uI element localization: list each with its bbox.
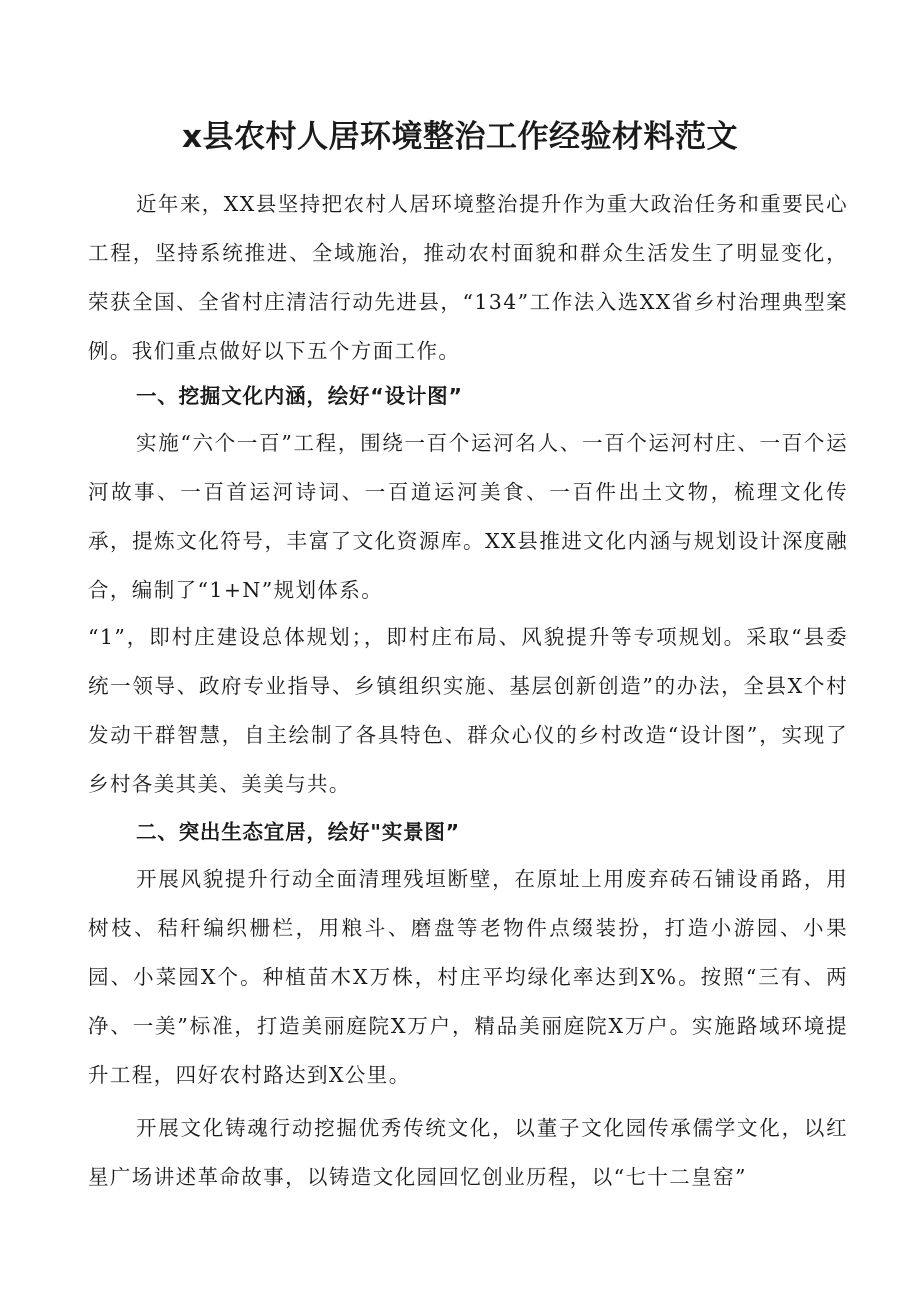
section-1-paragraph-1: 实施“六个一百”工程，围绕一百个运河名人、一百个运河村庄、一百个运河故事、一百首运河诗词、一百道运河美食、一百件出土文物，梳理文化传承，提炼文化符号，丰富了文化资源库。XX县推进文化内涵与规划设计深度融合，编制了“1+N”规划体系。 [88,431,848,602]
section-2-paragraph-1: 开展风貌提升行动全面清理残垣断壁，在原址上用废弃砖石铺设甬路，用树枝、秸秆编织栅栏，用粮斗、磨盘等老物件点缀装扮，打造小游园、小果园、小菜园X个。种植苗木X万株，村庄平均绿化率达到X%。按照“三有、两净、一美”标准，打造美丽庭院X万户，精品美丽庭院X万户。实施路域环境提升工程，四好农村路达到X公里。 [88,867,848,1087]
intro-paragraph: 近年来，XX县坚持把农村人居环境整治提升作为重大政治任务和重要民心工程，坚持系统推进、全域施治，推动农村面貌和群众生活发生了明显变化，荣获全国、全省村庄清洁行动先进县，“134”工作法入选XX省乡村治理典型案例。我们重点做好以下五个方面工作。 [88,192,848,363]
document-title: x县农村人居环境整治工作经验材料范文 [182,119,738,155]
section-heading-2: 二、突出生态宜居，绘好"实景图” [136,820,460,844]
section-heading-1: 一、挖掘文化内涵，绘好“设计图” [136,384,463,408]
section-1-paragraph-2: “1”，即村庄建设总体规划；，即村庄布局、风貌提升等专项规划。采取“县委统一领导、政府专业指导、乡镇组织实施、基层创新创造”的办法，全县X个村发动干群智慧，自主绘制了各具特色、群众心仪的乡村改造“设计图”，实现了乡村各美其美、美美与共。 [88,625,848,796]
section-2-paragraph-2: 开展文化铸魂行动挖掘优秀传统文化，以董子文化园传承儒学文化，以红星广场讲述革命故事，以铸造文化园回忆创业历程，以“七十二皇窑” [88,1116,848,1189]
